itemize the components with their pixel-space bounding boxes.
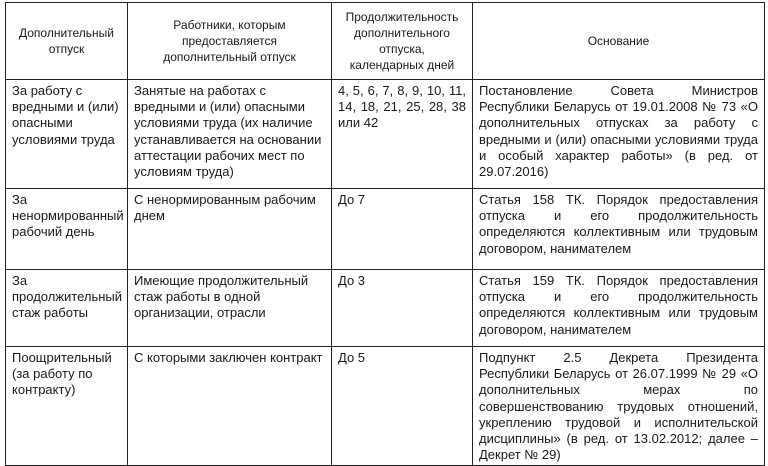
duration-cell: 4, 5, 6, 7, 8, 9, 10, 11, 14, 18, 21, 25, 28, 38 или 42	[332, 80, 473, 189]
header-line: Основание	[587, 34, 650, 48]
workers-cell: Имеющие продолжительный стаж работы в одной организации, отрасли	[128, 270, 332, 347]
header-line: Работники, которым	[173, 18, 286, 32]
leave-type-cell: За ненормированный рабочий день	[6, 189, 128, 270]
header-line: дополнительный отпуск	[163, 50, 296, 64]
leave-type-cell: За работу с вредными и (или) опасными условиями труда	[6, 80, 128, 189]
table-row	[6, 189, 765, 270]
table-row	[6, 270, 765, 347]
workers-cell: С ненормированным рабочим днем	[128, 189, 332, 270]
header-line: Дополнительный	[18, 26, 115, 40]
basis-cell: Постановление Совета Министров Республики Беларусь от 19.01.2008 № 73 «О дополнительных отпусках за работу с вредными и (или) опасными условиями труда и особый характер работы» (в ред. от 29.07.2016)	[473, 80, 765, 189]
header-leave-type	[6, 3, 128, 80]
header-line: отпуск	[48, 42, 85, 56]
duration-cell: До 5	[332, 347, 473, 466]
leave-type-cell: За продолжительный стаж работы	[6, 270, 128, 347]
header-line: предоставляется	[181, 34, 278, 48]
duration-cell: До 7	[332, 189, 473, 270]
header-basis	[473, 3, 765, 80]
table-row	[6, 80, 765, 189]
leave-type-cell: Поощрительный (за работу по контракту)	[6, 347, 128, 466]
header-line: календарных дней	[349, 58, 455, 72]
header-line: дополнительного	[354, 26, 450, 40]
workers-cell: С которыми заключен контракт	[128, 347, 332, 466]
duration-cell: До 3	[332, 270, 473, 347]
basis-cell: Статья 158 ТК. Порядок предоставления отпуска и его продолжительность определяются коллективным или трудовым договором, нанимателем	[473, 189, 765, 270]
leave-table	[5, 2, 765, 466]
workers-cell: Занятые на работах с вредными и (или) опасными условиями труда (их наличие устанавливается на основании аттестации рабочих мест по условиям труда)	[128, 80, 332, 189]
header-line: Продолжительность	[345, 10, 459, 24]
table-row	[6, 347, 765, 466]
basis-cell: Статья 159 ТК. Порядок предоставления отпуска и его продолжительность определяются коллективным или трудовым договором, нанимателем	[473, 270, 765, 347]
header-line: отпуска,	[379, 42, 425, 56]
header-row	[6, 3, 765, 80]
header-duration	[332, 3, 473, 80]
basis-cell: Подпункт 2.5 Декрета Президента Республики Беларусь от 26.07.1999 № 29 «О дополнительных мерах по совершенствованию трудовых отношений, укреплению трудовой и исполнительской дисциплины» (в ред. от 13.02.2012; далее – Декрет № 29)	[473, 347, 765, 466]
header-workers	[128, 3, 332, 80]
